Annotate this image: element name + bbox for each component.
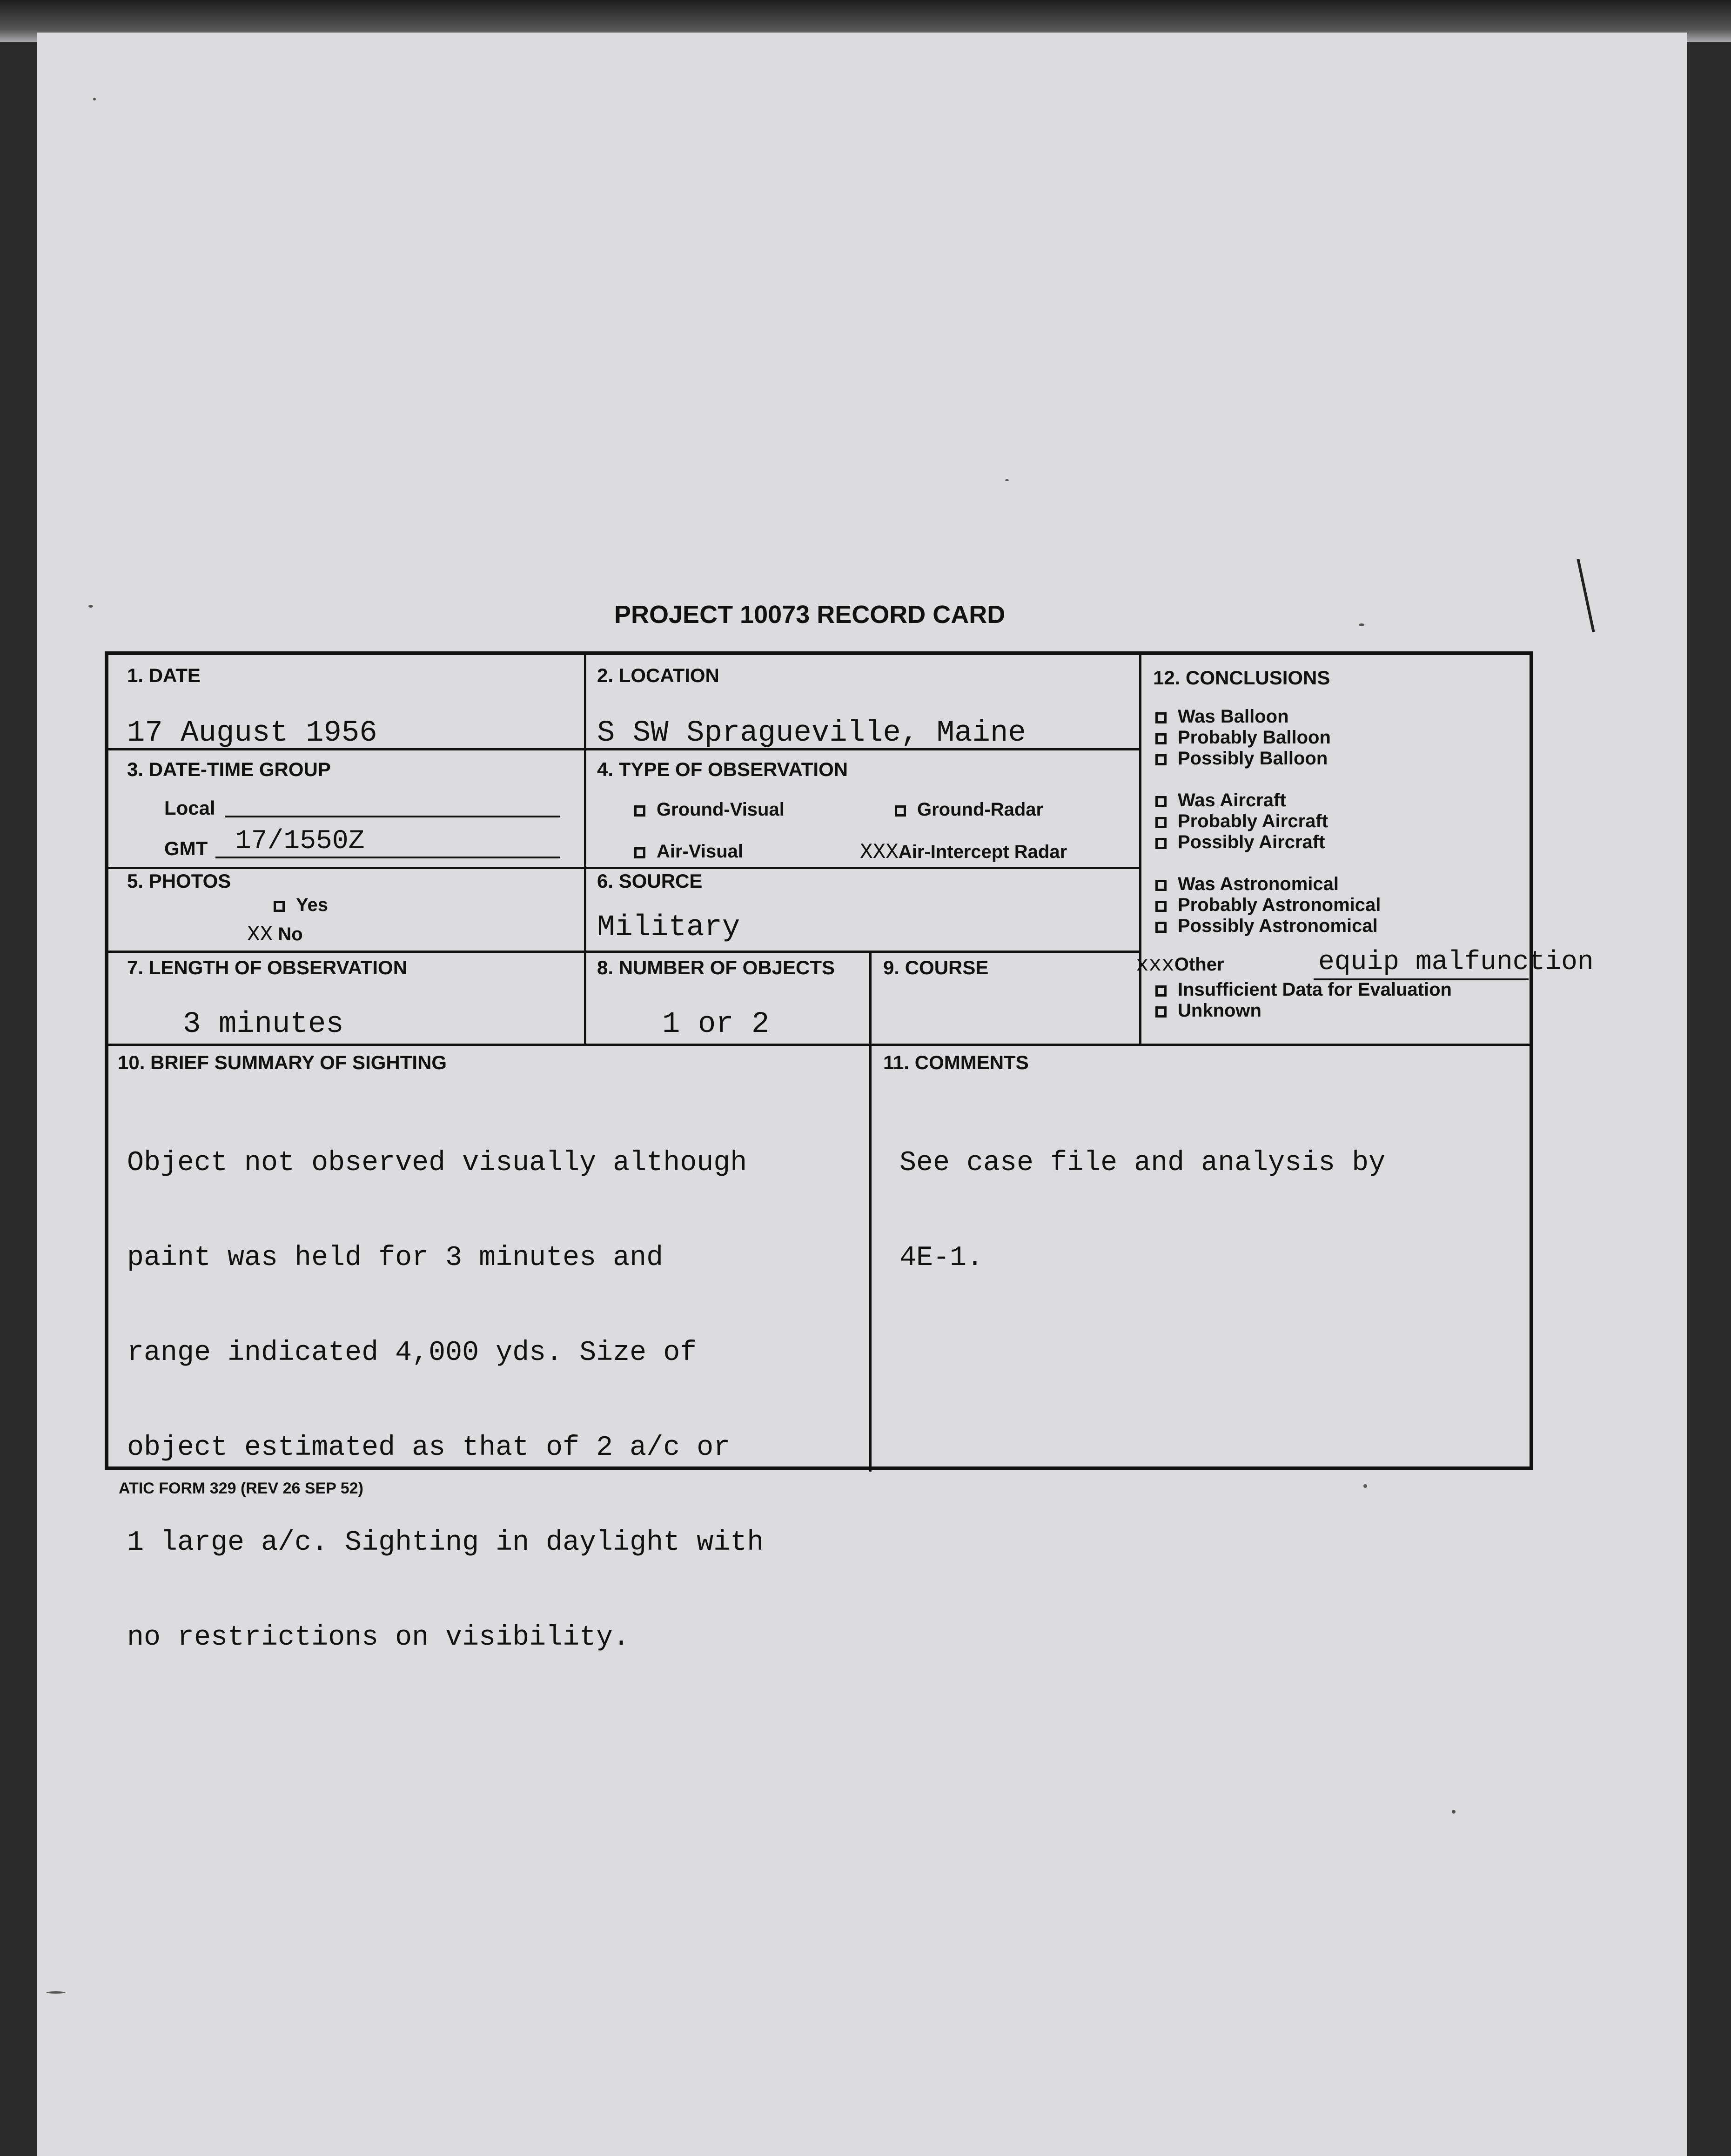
checkbox-icon (1155, 712, 1167, 723)
conclusion-was-astronomical: Was Astronomical (1155, 874, 1339, 895)
option-ground-radar: Ground-Radar (895, 799, 1043, 820)
checkbox-icon (1155, 838, 1167, 849)
location-value: S SW Spragueville, Maine (597, 716, 1026, 750)
conclusion-unknown: Unknown (1155, 1000, 1261, 1021)
checkbox-icon (895, 805, 906, 817)
checkbox-icon (1155, 880, 1167, 891)
conclusion-other: xxxOther (1136, 953, 1224, 977)
checkbox-icon (1155, 901, 1167, 912)
typed-x-mark: XXX (860, 840, 899, 864)
comments-text (899, 1084, 1504, 1337)
type-of-observation-label: 4. TYPE OF OBSERVATION (597, 758, 848, 780)
checkbox-icon (1155, 796, 1167, 807)
option-ground-visual: Ground-Visual (634, 799, 785, 820)
conclusion-possibly-astronomical: Possibly Astronomical (1155, 916, 1378, 937)
checkbox-icon (1155, 922, 1167, 933)
summary-line: 1 large a/c. Sighting in daylight with (127, 1527, 764, 1559)
card-title: PROJECT 10073 RECORD CARD (614, 601, 1006, 629)
checkbox-icon (274, 901, 285, 912)
source-value: Military (597, 911, 740, 944)
number-of-objects-label: 8. NUMBER OF OBJECTS (597, 957, 835, 978)
conclusion-insufficient-data: Insufficient Data for Evaluation (1155, 979, 1452, 1000)
option-air-visual: Air-Visual (634, 841, 743, 862)
conclusion-probably-aircraft: Probably Aircraft (1155, 811, 1328, 832)
summary-line: range indicated 4,000 yds. Size of (127, 1337, 697, 1369)
summary-label: 10. BRIEF SUMMARY OF SIGHTING (118, 1051, 447, 1073)
number-of-objects-value: 1 or 2 (662, 1008, 770, 1041)
course-label: 9. COURSE (883, 957, 989, 978)
checkbox-icon (634, 805, 645, 817)
length-of-observation-label: 7. LENGTH OF OBSERVATION (127, 957, 408, 978)
conclusion-possibly-balloon: Possibly Balloon (1155, 748, 1328, 769)
comments-line: 4E-1. (899, 1242, 984, 1274)
option-photos-yes: Yes (274, 895, 328, 916)
summary-line: Object not observed visually although (127, 1147, 747, 1179)
checkbox-icon (1155, 1006, 1167, 1018)
summary-text (127, 1084, 853, 1717)
date-value: 17 August 1956 (127, 716, 377, 750)
option-air-intercept-radar: XXXAir-Intercept Radar (860, 840, 1067, 864)
date-time-group-label: 3. DATE-TIME GROUP (127, 758, 331, 780)
source-label: 6. SOURCE (597, 870, 703, 892)
conclusion-probably-astronomical: Probably Astronomical (1155, 895, 1381, 916)
gmt-label: GMT (164, 837, 208, 859)
conclusion-possibly-aircraft: Possibly Aircraft (1155, 832, 1325, 853)
checkbox-icon (1155, 985, 1167, 997)
photos-label: 5. PHOTOS (127, 870, 231, 892)
checkbox-icon (1155, 817, 1167, 828)
form-number: ATIC FORM 329 (REV 26 SEP 52) (119, 1480, 363, 1497)
conclusion-was-balloon: Was Balloon (1155, 706, 1289, 727)
gmt-value: 17/1550Z (235, 826, 365, 857)
length-of-observation-value: 3 minutes (183, 1008, 344, 1041)
conclusion-was-aircraft: Was Aircraft (1155, 790, 1286, 811)
summary-line: paint was held for 3 minutes and (127, 1242, 664, 1274)
location-label: 2. LOCATION (597, 664, 719, 686)
local-label: Local (164, 797, 215, 819)
option-photos-no: XX No (247, 923, 303, 947)
conclusion-other-value: equip malfunction (1318, 947, 1594, 978)
typed-x-mark: XX (247, 923, 273, 947)
conclusions-label: 12. CONCLUSIONS (1153, 667, 1330, 689)
comments-label: 11. COMMENTS (883, 1051, 1029, 1073)
typed-x-mark: xxx (1136, 953, 1174, 977)
conclusion-probably-balloon: Probably Balloon (1155, 727, 1331, 748)
comments-line: See case file and analysis by (899, 1147, 1386, 1179)
checkbox-icon (1155, 754, 1167, 765)
checkbox-icon (1155, 733, 1167, 744)
date-label: 1. DATE (127, 664, 201, 686)
summary-line: object estimated as that of 2 a/c or (127, 1432, 731, 1464)
checkbox-icon (634, 847, 645, 858)
summary-line: no restrictions on visibility. (127, 1622, 630, 1654)
